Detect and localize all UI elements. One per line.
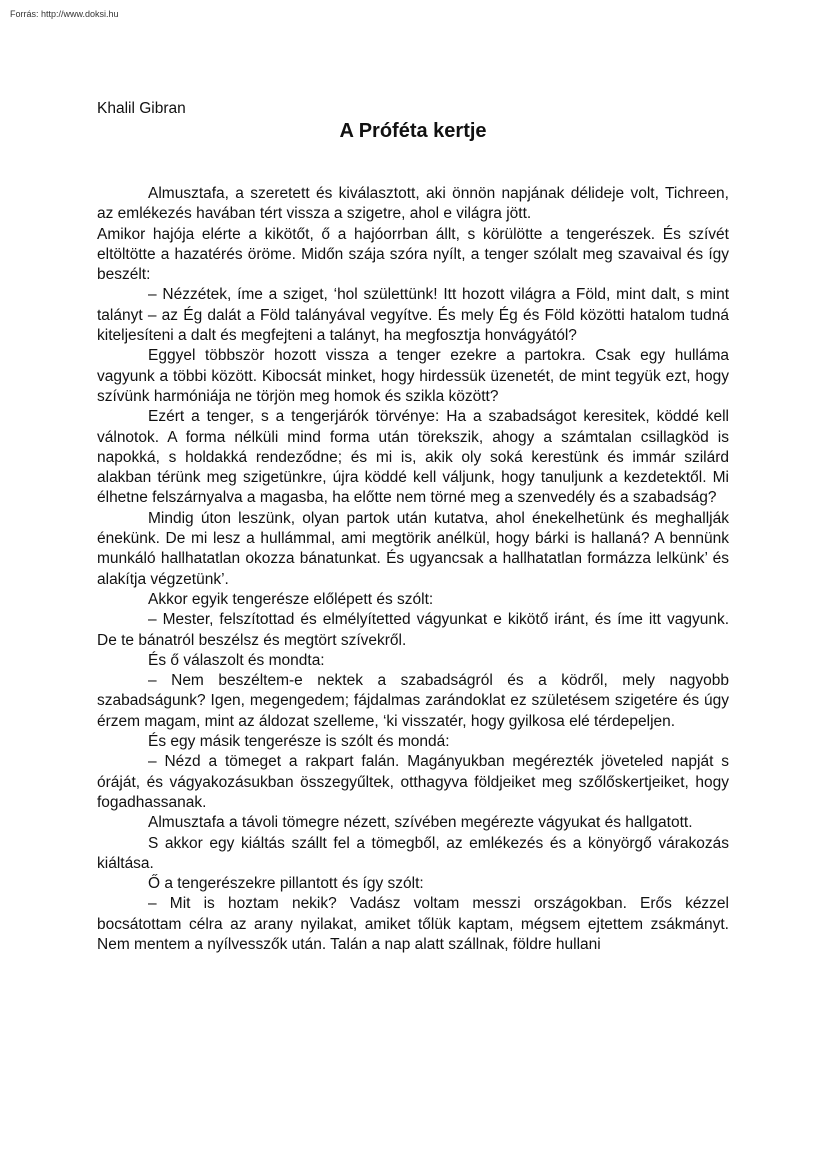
body-text	[97, 184, 729, 955]
source-line: Forrás: http://www.doksi.hu	[10, 9, 119, 19]
paragraph: És ő válaszolt és mondta:	[148, 651, 325, 669]
paragraph: Almusztafa a távoli tömegre nézett, szívében megérezte vágyukat és hallgatott.	[148, 814, 693, 832]
document-title: A Próféta kertje	[339, 120, 487, 142]
paragraph: S akkor egy kiáltás szállt fel a tömegből, az emlékezés és a könyörgő várakozás kiáltása.	[97, 834, 729, 872]
paragraph: Akkor egyik tengerésze előlépett és szólt:	[148, 590, 434, 608]
paragraph: – Nézd a tömeget a rakpart falán. Magányukban megérezték jöveteled napját s óráját, és vágyakozásukban összegyűltek, otthagyva földjeiket meg szőlőskertjeiket, hogy fogadhassanak.	[97, 753, 729, 811]
paragraph: – Nézzétek, íme a sziget, ‘hol születtünk! Itt hozott világra a Föld, mint dalt, s mint talányt – az Ég dalát a Föld talányával vegyítve. És mely Ég és Föld közötti hatalom tudná kiteljesíteni a dalt és megfejteni a talányt, ha megfosztja honvágyától?	[97, 286, 729, 345]
paragraph: Ő a tengerészekre pillantott és így szólt:	[148, 875, 424, 893]
paragraph: – Mester, felszítottad és elmélyítetted vágyunkat e kikötő iránt, és íme itt vagyunk. De te bánatról beszélsz és megtört szívekről.	[97, 611, 729, 649]
paragraph: És egy másik tengerésze is szólt és mondá:	[148, 733, 450, 751]
paragraph: Ezért a tenger, s a tengerjárók törvénye: Ha a szabadságot keresitek, köddé kell válnotok. A forma nélküli mind forma után törekszik, ahogy a számtalan csillagköd is napokká, s holdakká rendeződne; és mi is, akik oly soká kerestünk és immár szilárd alakban térünk meg szigetünkre, újra köddé kell váljunk, hogy tanuljunk a kezdetektől. Mi élhetne felszárnyalva a magasba, ha előtte nem törné meg a szenvedély és a szabadság?	[97, 408, 729, 507]
paragraph: – Mit is hoztam nekik? Vadász voltam messzi országokban. Erős kézzel bocsátottam célra az arany nyilakat, amiket tőlük kaptam, mégsem ejtettem zsákmányt. Nem mentem a nyílvesszők után. Talán a nap alatt szállnak, földre hullani	[97, 895, 729, 953]
paragraph: Mindig úton leszünk, olyan partok után kutatva, ahol énekelhetünk és meghallják énekünk. De mi lesz a hullámmal, ami megtörik anélkül, hogy bárki is hallaná? A bennünk munkáló hallhatatlan okozza bánatunkat. És ugyancsak a hallhatatlan formázza lelkünk’ és alakítja végzetünk’.	[97, 509, 729, 588]
author-name: Khalil Gibran	[97, 100, 186, 117]
paragraph: – Nem beszéltem-e nektek a szabadságról és a ködről, mely nagyobb szabadságunk? Igen, megengedem; fájdalmas zarándoklat ez születésem szigetére és úgy érzem magam, mint az áldozat szelleme, ‘ki visszatér, hogy gyilkosa elé térdepeljen.	[97, 672, 729, 730]
paragraph: Almusztafa, a szeretett és kiválasztott, aki önnön napjának délideje volt, Tichreen, az emlékezés havában tért vissza a szigetre, ahol e világra jött.	[97, 185, 729, 223]
paragraph: Amikor hajója elérte a kikötőt, ő a hajóorrban állt, s körülötte a tengerészek. És szívét eltöltötte a hazatérés öröme. Midőn szája szóra nyílt, a tenger szólalt meg szavaival és így beszélt:	[97, 225, 729, 284]
paragraph: Eggyel többször hozott vissza a tenger ezekre a partokra. Csak egy hulláma vagyunk a többi között. Kibocsát minket, hogy hirdessük üzenetét, de mint tegyük ezt, hogy szívünk harmóniája ne törjön meg homok és szikla között?	[97, 347, 729, 405]
